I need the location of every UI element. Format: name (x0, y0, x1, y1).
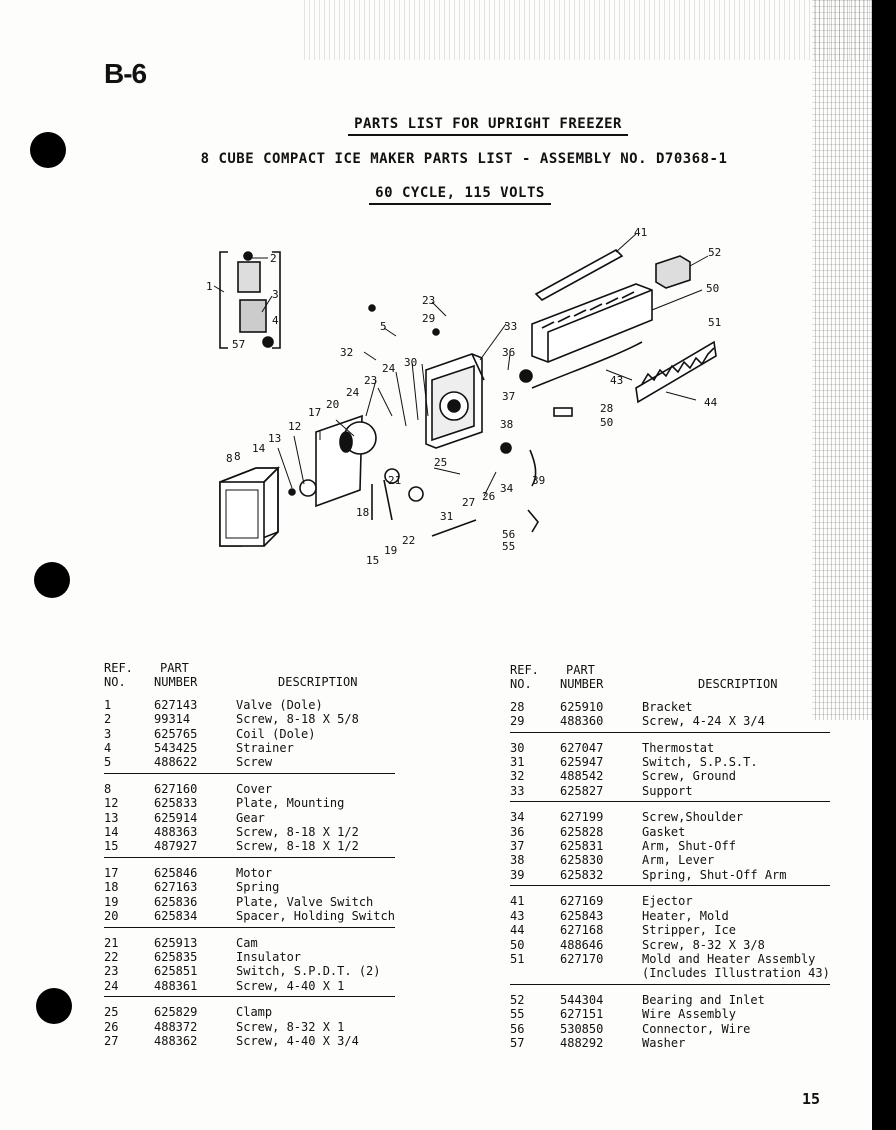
part-number-cell: 625914 (154, 810, 198, 825)
description-cell: Spacer, Holding Switch (236, 909, 395, 927)
table-row (510, 923, 830, 937)
part-number-cell: 625910 (560, 699, 604, 714)
ref-cell: 17 (104, 865, 119, 880)
ref-cell: 23 (104, 964, 119, 979)
part-number-cell: 627199 (560, 810, 604, 825)
ref-cell: 30 (510, 740, 525, 755)
callout-label: 14 (252, 442, 266, 455)
description-cell: Strainer (236, 741, 294, 756)
description-cell: Stripper, Ice (642, 923, 736, 938)
ejector-drawing (536, 250, 622, 300)
callout-label: 43 (610, 374, 624, 387)
ref-cell: 14 (104, 825, 119, 840)
callout-label: 25 (434, 456, 448, 469)
description-cell: Gear (236, 810, 265, 825)
table-row (104, 741, 395, 755)
bearing-drawing (656, 256, 690, 288)
description-cell: Cover (236, 781, 273, 796)
ref-cell: 51 (510, 951, 525, 966)
ref-cell: 19 (104, 894, 119, 909)
ref-cell: 22 (104, 949, 119, 964)
ref-cell: 27 (104, 1033, 119, 1048)
table-row (510, 700, 830, 714)
ref-cell: 52 (510, 992, 525, 1007)
description-cell: Screw (236, 755, 395, 773)
description-cell: Bearing and Inlet (642, 992, 765, 1007)
ref-cell: 44 (510, 923, 525, 938)
description-cell: Screw, Ground (642, 769, 736, 784)
housing-drawing (426, 354, 484, 448)
description-cell: Gasket (642, 824, 686, 839)
description-cell: (Includes Illustration 43) (642, 966, 830, 984)
ref-cell: 33 (510, 784, 560, 802)
callout-label: 36 (502, 346, 516, 359)
table-row (104, 727, 395, 741)
callout-label: 52 (708, 246, 722, 259)
callout-label: 41 (634, 226, 648, 239)
description-cell: Screw,Shoulder (642, 810, 744, 825)
callout-label: 3 (272, 288, 279, 301)
description-cell: Connector, Wire (642, 1021, 751, 1036)
parts-table-left (104, 661, 395, 1048)
table-row (510, 868, 830, 886)
part-number-cell: 488360 (560, 714, 642, 732)
table-row (104, 712, 395, 726)
part-number-cell: 488363 (154, 825, 198, 840)
page-code: B-6 (104, 58, 147, 89)
description-cell: Bracket (642, 699, 693, 714)
table-row (510, 732, 830, 755)
part-number-cell: 625913 (154, 935, 198, 950)
description-cell: Clamp (236, 1005, 273, 1020)
part-number-cell: 488622 (154, 755, 236, 773)
table-row (510, 1036, 830, 1050)
column-header-part: PART NUMBER (560, 663, 604, 692)
description-cell: Thermostat (642, 740, 715, 755)
description-cell: Arm, Shut-Off (642, 839, 736, 854)
description-cell: Switch, S.P.S.T. (642, 755, 758, 770)
ref-cell: 24 (104, 979, 154, 997)
part-number-cell: 625833 (154, 796, 198, 811)
table-row (104, 927, 395, 950)
callout-label: 44 (704, 396, 718, 409)
callout-label: 55 (502, 540, 516, 553)
description-cell: Switch, S.P.D.T. (2) (236, 964, 381, 979)
callout-label: 28 (600, 402, 614, 415)
ref-cell: 18 (104, 880, 119, 895)
table-row (510, 909, 830, 923)
parts-table-right (510, 663, 830, 1050)
callout-label: 51 (708, 316, 722, 329)
callout-label: 32 (340, 346, 354, 359)
callout-label: 15 (366, 554, 380, 567)
table-row (104, 895, 395, 909)
ref-cell: 39 (510, 868, 560, 886)
ref-cell: 4 (104, 741, 112, 756)
callout-label: 24 (346, 386, 360, 399)
part-number-cell: 488292 (560, 1035, 604, 1050)
description-cell: Screw, 4-40 X 3/4 (236, 1033, 359, 1048)
callout-label: 24 (382, 362, 396, 375)
description-cell: Plate, Valve Switch (236, 894, 374, 909)
part-number-cell: 488542 (560, 769, 604, 784)
ref-cell: 32 (510, 769, 525, 784)
callout-label: 4 (272, 314, 279, 327)
ref-cell: 37 (510, 839, 525, 854)
part-number-cell (560, 966, 642, 984)
description-cell: Insulator (236, 949, 302, 964)
part-number-cell: 543425 (154, 741, 198, 756)
ref-cell: 34 (510, 810, 525, 825)
part-number-cell: 627047 (560, 740, 604, 755)
description-cell: Screw, 8-18 X 5/8 (236, 712, 359, 727)
table-row (510, 886, 830, 909)
part-number-cell: 625831 (560, 839, 604, 854)
ref-cell: 26 (104, 1019, 119, 1034)
table-row (104, 796, 395, 810)
table-row (510, 755, 830, 769)
table-row (510, 714, 830, 732)
table-row (104, 839, 395, 857)
callout-label: 38 (500, 418, 514, 431)
description-cell: Motor (236, 865, 273, 880)
description-cell: Screw, 8-32 X 1 (236, 1019, 345, 1034)
table-row (104, 1034, 395, 1048)
table-row (510, 966, 830, 984)
callout-label: 31 (440, 510, 454, 523)
description-cell: Plate, Mounting (236, 796, 345, 811)
description-cell: Support (642, 784, 830, 802)
callout-label: 1 (206, 280, 213, 293)
ref-cell: 41 (510, 894, 525, 909)
ref-cell: 20 (104, 909, 154, 927)
callout-label: 19 (384, 544, 398, 557)
description-cell: Washer (642, 1035, 686, 1050)
ref-cell: 12 (104, 796, 119, 811)
callout-label: 57 (232, 338, 246, 351)
description-cell: Mold and Heater Assembly (642, 951, 816, 966)
ref-cell: 28 (510, 699, 525, 714)
part-number-cell: 544304 (560, 992, 604, 1007)
callout-label: 20 (326, 398, 340, 411)
callout-label: 56 (502, 528, 516, 541)
part-number-cell: 625765 (154, 726, 198, 741)
table-row (510, 938, 830, 952)
part-number-cell: 530850 (560, 1021, 604, 1036)
table-row (104, 950, 395, 964)
table-row (510, 853, 830, 867)
part-number-cell: 625832 (560, 868, 642, 886)
callout-label: 22 (402, 534, 416, 547)
ref-cell: 3 (104, 726, 112, 741)
table-row (510, 1007, 830, 1021)
table-row (104, 825, 395, 839)
table-row (510, 784, 830, 802)
callout-label: 12 (288, 420, 302, 433)
description-cell: Coil (Dole) (236, 726, 316, 741)
ref-cell: 2 (104, 712, 112, 727)
scan-noise-edge (812, 0, 872, 720)
table-row (104, 997, 395, 1020)
column-header-ref: REF. NO. (104, 661, 133, 690)
callout-label: 23 (422, 294, 436, 307)
table-row (510, 825, 830, 839)
callout-label: 34 (500, 482, 514, 495)
part-number-cell: 625851 (154, 964, 198, 979)
callout-label: 23 (364, 374, 378, 387)
callout-label: 17 (308, 406, 322, 419)
ref-cell: 8 (104, 781, 112, 796)
part-number-cell: 488361 (154, 979, 236, 997)
part-number-cell: 625834 (154, 909, 236, 927)
part-number-cell: 627168 (560, 923, 604, 938)
exploded-parts-diagram (196, 220, 736, 580)
description-cell: Screw, 8-32 X 3/8 (642, 937, 765, 952)
column-header-description: DESCRIPTION (698, 677, 778, 692)
part-number-cell: 625835 (154, 949, 198, 964)
callout-label: 21 (388, 474, 402, 487)
callout-label: 8 (226, 452, 233, 465)
ref-cell: 15 (104, 839, 154, 857)
column-header-description: DESCRIPTION (278, 675, 358, 690)
table-row (104, 909, 395, 927)
table-row (510, 839, 830, 853)
motor-plate-drawing (289, 416, 376, 506)
table-row (510, 1022, 830, 1036)
title-line-1: PARTS LIST FOR UPRIGHT FREEZER (40, 116, 896, 132)
part-number-cell: 625836 (154, 894, 198, 909)
callout-label: 27 (462, 496, 476, 509)
callout-label: 18 (356, 506, 370, 519)
ref-cell (510, 966, 560, 984)
table-row (104, 1020, 395, 1034)
callout-label: 8 (234, 450, 241, 463)
callout-label: 2 (270, 252, 277, 265)
ref-cell: 38 (510, 853, 525, 868)
ref-cell: 29 (510, 714, 560, 732)
table-row (510, 802, 830, 825)
ref-cell: 36 (510, 824, 525, 839)
part-number-cell: 627163 (154, 880, 198, 895)
ref-cell: 21 (104, 935, 119, 950)
part-number-cell: 625843 (560, 908, 604, 923)
description-cell: Valve (Dole) (236, 697, 323, 712)
table-row (104, 755, 395, 773)
description-cell: Wire Assembly (642, 1007, 736, 1022)
ref-cell: 25 (104, 1005, 119, 1020)
part-number-cell: 625846 (154, 865, 198, 880)
part-number-cell: 625827 (560, 784, 642, 802)
part-number-cell: 99314 (154, 712, 191, 727)
part-number-cell: 627143 (154, 697, 198, 712)
table-row (104, 857, 395, 880)
ref-cell: 31 (510, 755, 525, 770)
part-number-cell: 627169 (560, 894, 604, 909)
callout-label: 29 (422, 312, 436, 325)
table-row (510, 769, 830, 783)
cover-drawing (220, 468, 278, 546)
description-cell: Cam (236, 935, 258, 950)
table-row (104, 773, 395, 796)
callout-label: 50 (600, 416, 614, 429)
ref-cell: 50 (510, 937, 525, 952)
description-cell: Screw, 4-40 X 1 (236, 979, 395, 997)
description-cell: Spring, Shut-Off Arm (642, 868, 830, 886)
column-header-part: PART NUMBER (154, 661, 198, 690)
ref-cell: 55 (510, 1007, 525, 1022)
part-number-cell: 488362 (154, 1033, 198, 1048)
table-row (510, 952, 830, 966)
part-number-cell: 488372 (154, 1019, 198, 1034)
binder-hole-icon (36, 988, 72, 1024)
description-cell: Ejector (642, 894, 693, 909)
page-number: 15 (802, 1090, 821, 1108)
part-number-cell: 625830 (560, 853, 604, 868)
part-number-cell: 627160 (154, 781, 198, 796)
ref-cell: 56 (510, 1021, 525, 1036)
title-line-3: 60 CYCLE, 115 VOLTS (12, 185, 896, 201)
part-number-cell: 627170 (560, 951, 604, 966)
callout-label: 26 (482, 490, 496, 503)
ref-cell: 57 (510, 1035, 525, 1050)
description-cell: Screw, 8-18 X 1/2 (236, 825, 359, 840)
ref-cell: 13 (104, 810, 119, 825)
part-number-cell: 625828 (560, 824, 604, 839)
part-number-cell: 625947 (560, 755, 604, 770)
part-number-cell: 627151 (560, 1007, 604, 1022)
table-row (104, 880, 395, 894)
part-number-cell: 488646 (560, 937, 604, 952)
description-cell: Screw, 8-18 X 1/2 (236, 839, 395, 857)
table-row (104, 811, 395, 825)
table-row (104, 964, 395, 978)
callout-label: 33 (504, 320, 518, 333)
title-line-2: 8 CUBE COMPACT ICE MAKER PARTS LIST - ASSEMBLY NO. D70368-1 (200, 151, 728, 167)
binder-hole-icon (34, 562, 70, 598)
table-row (104, 698, 395, 712)
callout-label: 39 (532, 474, 546, 487)
callout-label: 13 (268, 432, 282, 445)
callout-label: 30 (404, 356, 418, 369)
part-number-cell: 625829 (154, 1005, 198, 1020)
description-cell: Heater, Mold (642, 908, 729, 923)
description-cell: Screw, 4-24 X 3/4 (642, 714, 830, 732)
scan-noise-top (300, 0, 872, 60)
column-header-ref: REF. NO. (510, 663, 539, 692)
callout-label: 37 (502, 390, 516, 403)
ref-cell: 1 (104, 697, 112, 712)
ref-cell: 5 (104, 755, 154, 773)
valve-assembly-drawing (220, 252, 280, 348)
table-row (510, 984, 830, 1007)
ref-cell: 43 (510, 908, 525, 923)
callout-label: 5 (380, 320, 387, 333)
description-cell: Spring (236, 880, 280, 895)
callout-label: 50 (706, 282, 720, 295)
table-row (104, 979, 395, 997)
part-number-cell: 487927 (154, 839, 236, 857)
description-cell: Arm, Lever (642, 853, 715, 868)
stripper-drawing (636, 342, 716, 402)
